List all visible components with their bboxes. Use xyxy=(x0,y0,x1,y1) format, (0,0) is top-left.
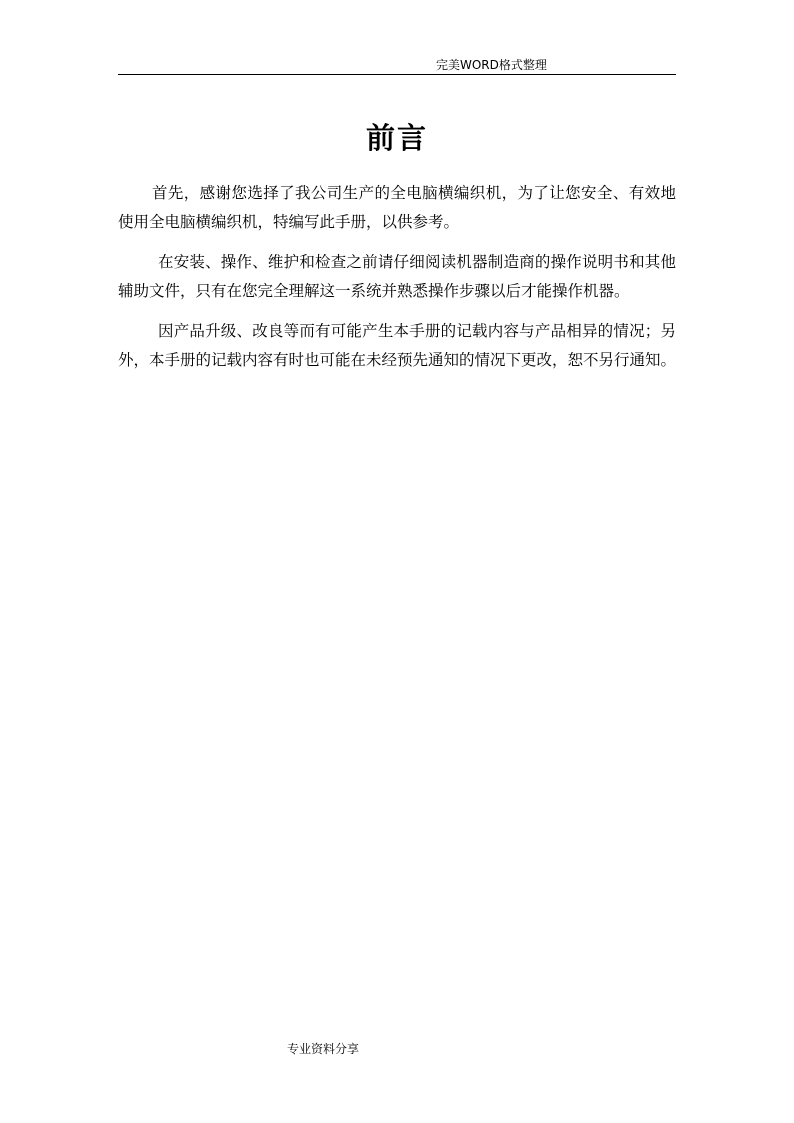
page-header-text: 完美WORD格式整理 xyxy=(436,58,547,72)
page-title: 前言 xyxy=(365,121,428,155)
paragraph-1: 首先，感谢您选择了我公司生产的全电脑横编织机，为了让您安全、有效地使用全电脑横编织机，特编写此手册，以供参考。 xyxy=(118,184,676,231)
page-footer-text: 专业资料分享 xyxy=(287,1042,360,1056)
header-divider xyxy=(118,74,676,75)
paragraph-2: 在安装、操作、维护和检查之前请仔细阅读机器制造商的操作说明书和其他辅助文件，只有在您完全理解这一系统并熟悉操作步骤以后才能操作机器。 xyxy=(118,253,676,300)
body-text xyxy=(118,179,676,386)
paragraph-3: 因产品升级、改良等而有可能产生本手册的记载内容与产品相异的情况；另外，本手册的记载内容有时也可能在未经预先通知的情况下更改，恕不另行通知。 xyxy=(118,322,677,369)
